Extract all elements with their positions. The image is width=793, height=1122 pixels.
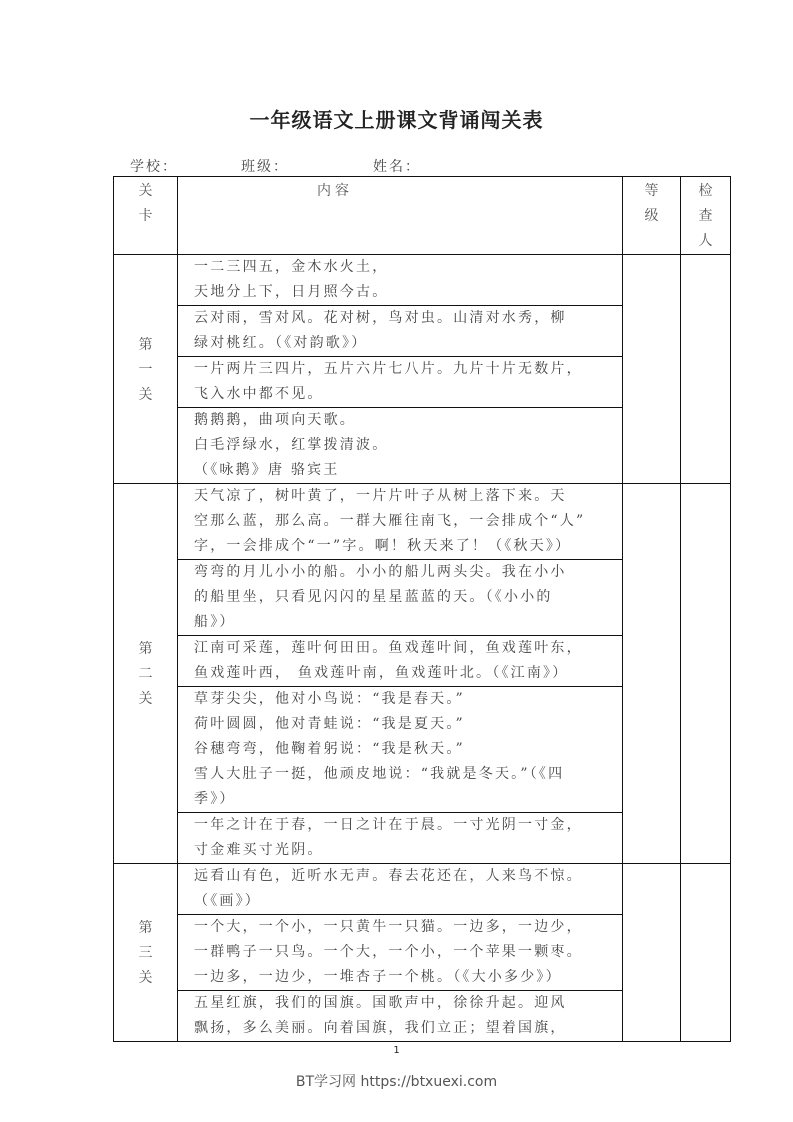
stage-char: 第	[138, 920, 153, 936]
stage-char: 一	[138, 361, 153, 378]
text-line: 一片两片三四片，五片六片七八片。九片十片无数片，	[194, 361, 583, 377]
stage-label	[114, 484, 178, 864]
name-label: 姓名：	[373, 159, 421, 175]
stage-char: 关	[138, 970, 153, 986]
text-line: 鹅鹅鹅，曲项向天歌。	[194, 412, 356, 428]
header-stage-char: 关	[138, 183, 153, 199]
school-label: 学校：	[130, 159, 178, 175]
header-stage-char: 卡	[138, 208, 153, 224]
table-row	[114, 484, 731, 560]
content-cell	[178, 255, 623, 306]
header-row	[114, 177, 731, 255]
recitation-table	[113, 176, 731, 1042]
text-line: 江南可采莲，莲叶何田田。鱼戏莲叶间，鱼戏莲叶东，	[194, 640, 583, 656]
text-line: 荷叶圆圆，他对青蛙说：“我是夏天。”	[194, 716, 465, 732]
text-line: 天地分上下，日月照今古。	[194, 284, 389, 300]
checker-cell[interactable]	[681, 255, 731, 484]
content-cell	[178, 687, 623, 813]
content-cell	[178, 484, 623, 560]
content-cell	[178, 408, 623, 484]
checker-cell[interactable]	[681, 484, 731, 864]
text-line: 船》）	[194, 614, 236, 630]
text-line: 云对雨，雪对风。花对树，鸟对虫。山清对水秀，柳	[194, 310, 567, 326]
stage-char: 三	[138, 945, 153, 961]
table-row	[114, 255, 731, 306]
text-line: 空那么蓝，那么高。一群大雁往南飞，一会排成个“人”	[194, 513, 586, 529]
footer-watermark: BT学习网 https://btxuexi.com	[295, 1074, 498, 1090]
text-line: 远看山有色，近听水无声。春去花还在，人来鸟不惊。	[194, 868, 583, 884]
content-cell	[178, 813, 623, 864]
grade-cell[interactable]	[623, 484, 681, 864]
text-line: （《咏鹅》唐 骆宾王	[194, 462, 340, 478]
text-line: 草芽尖尖，他对小鸟说：“我是春天。”	[194, 691, 465, 707]
content-cell	[178, 306, 623, 357]
text-line: 鱼戏莲叶西， 鱼戏莲叶南，鱼戏莲叶北。（《江南》）	[194, 665, 569, 681]
content-cell	[178, 357, 623, 408]
text-line: 一年之计在于春，一日之计在于晨。一寸光阴一寸金，	[194, 817, 583, 833]
text-line: 一个大，一个小，一只黄牛一只猫。一边多，一边少，	[194, 919, 583, 935]
text-line: 天气凉了，树叶黄了，一片片叶子从树上落下来。天	[194, 488, 567, 504]
text-line: 雪人大肚子一挺，他顽皮地说：“我就是冬天。”（《四	[194, 766, 565, 782]
class-label: 班级：	[241, 159, 289, 175]
stage-char: 二	[138, 666, 153, 682]
stage-char: 第	[138, 336, 153, 353]
text-line: 弯弯的月儿小小的船。小小的船儿两头尖。我在小小	[194, 564, 567, 580]
text-line: 寸金难买寸光阴。	[194, 842, 324, 858]
table-row	[114, 864, 731, 915]
header-grade	[623, 177, 681, 255]
stage-char: 关	[138, 386, 153, 403]
header-content: 内容	[178, 177, 623, 255]
header-grade-char: 级	[644, 208, 659, 224]
grade-cell[interactable]	[623, 864, 681, 1042]
text-line: 绿对桃红。（《对韵歌》）	[194, 335, 368, 351]
page-number: 1	[393, 1045, 400, 1056]
content-cell	[178, 864, 623, 915]
content-cell	[178, 560, 623, 636]
text-line: 飘扬，多么美丽。向着国旗，我们立正；望着国旗，	[194, 1020, 567, 1036]
text-line: 季》）	[194, 791, 236, 807]
content-cell	[178, 915, 623, 991]
text-line: 一边多，一边少，一堆杏子一个桃。（《大小多少》）	[194, 969, 562, 985]
header-checker	[681, 177, 731, 255]
text-line: 五星红旗，我们的国旗。国歌声中，徐徐升起。迎风	[194, 995, 567, 1011]
text-line: 谷穗弯弯，他鞠着躬说：“我是秋天。”	[194, 741, 465, 757]
header-checker-char: 人	[698, 233, 713, 249]
checker-cell[interactable]	[681, 864, 731, 1042]
header-stage	[114, 177, 178, 255]
stage-char: 第	[138, 641, 153, 657]
header-checker-char: 查	[698, 208, 713, 224]
text-line: 白毛浮绿水，红掌拨清波。	[194, 437, 389, 453]
text-line: 一二三四五，金木水火土，	[194, 259, 389, 275]
stage-label	[114, 864, 178, 1042]
content-cell	[178, 991, 623, 1042]
header-grade-char: 等	[644, 183, 659, 199]
grade-cell[interactable]	[623, 255, 681, 484]
text-line: （《画》）	[194, 893, 261, 909]
text-line: 字，一会排成个“一”字。啊！秋天来了！（《秋天》）	[194, 538, 572, 554]
text-line: 一群鸭子一只鸟。一个大，一个小，一个苹果一颗枣。	[194, 944, 583, 960]
content-cell	[178, 636, 623, 687]
text-line: 飞入水中都不见。	[194, 386, 324, 402]
header-checker-char: 检	[698, 183, 713, 199]
text-line: 的船里坐，只看见闪闪的星星蓝蓝的天。（《小小的	[194, 589, 553, 605]
stage-char: 关	[138, 691, 153, 707]
stage-label	[114, 255, 178, 484]
page-title: 一年级语文上册课文背诵闯关表	[249, 108, 544, 132]
